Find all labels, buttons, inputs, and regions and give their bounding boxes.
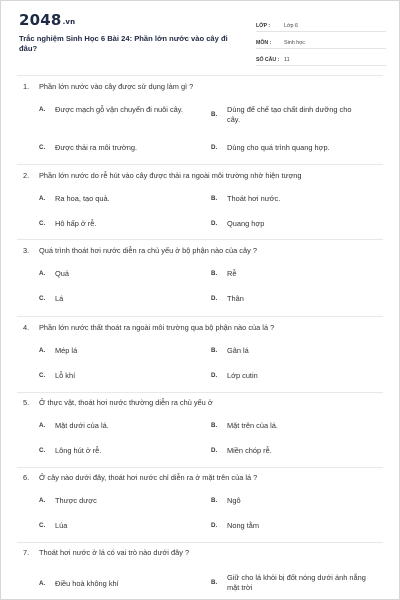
answer-option-c[interactable] bbox=[39, 294, 183, 304]
option-letter: B. bbox=[211, 347, 218, 354]
option-text: Lỗ khí bbox=[55, 371, 76, 380]
option-letter: A. bbox=[39, 195, 46, 202]
option-letter: C. bbox=[39, 144, 46, 151]
question-label: Phần lớn nước vào cây được sử dụng làm gì ? bbox=[39, 82, 194, 91]
option-text: Ra hoa, tạo quả. bbox=[55, 194, 110, 203]
divider bbox=[17, 392, 383, 393]
question-number: 6. bbox=[23, 473, 30, 482]
meta-label: LỚP : bbox=[256, 23, 271, 29]
meta-grade bbox=[256, 15, 386, 32]
option-letter: B. bbox=[211, 422, 218, 429]
answer-option-b[interactable] bbox=[211, 105, 355, 125]
option-letter: C. bbox=[39, 522, 46, 529]
divider bbox=[17, 239, 383, 240]
meta-subject bbox=[256, 32, 386, 49]
answer-option-a[interactable] bbox=[39, 496, 183, 506]
option-letter: A. bbox=[39, 580, 46, 587]
option-text: Được mạch gỗ vận chuyển đi nuôi cây. bbox=[55, 105, 183, 114]
option-text: Được thải ra môi trường. bbox=[55, 143, 138, 152]
answer-option-b[interactable] bbox=[211, 573, 377, 593]
divider bbox=[17, 467, 383, 468]
question-label: Quá trình thoát hơi nước diễn ra chủ yếu ở bộ phận nào của cây ? bbox=[39, 246, 257, 255]
answer-option-c[interactable] bbox=[39, 143, 183, 153]
site-logo[interactable] bbox=[19, 11, 75, 29]
option-letter: A. bbox=[39, 347, 46, 354]
option-letter: B. bbox=[211, 111, 218, 118]
option-text: Ngô bbox=[227, 496, 241, 505]
answer-option-b[interactable] bbox=[211, 346, 355, 356]
answer-option-d[interactable] bbox=[211, 446, 355, 456]
option-letter: B. bbox=[211, 579, 218, 586]
option-letter: D. bbox=[211, 295, 218, 302]
question-label: Ở cây nào dưới đây, thoát hơi nước chỉ diễn ra ở mặt trên của lá ? bbox=[39, 473, 258, 482]
question-number: 7. bbox=[23, 548, 30, 557]
option-text: Miền chóp rễ. bbox=[227, 446, 272, 455]
option-text: Thân bbox=[227, 294, 244, 303]
answer-option-b[interactable] bbox=[211, 194, 355, 204]
answer-option-b[interactable] bbox=[211, 269, 355, 279]
answer-option-a[interactable] bbox=[39, 346, 183, 356]
answer-option-d[interactable] bbox=[211, 219, 355, 229]
option-letter: C. bbox=[39, 372, 46, 379]
question-text bbox=[23, 323, 274, 332]
option-text: Lúa bbox=[55, 521, 68, 530]
divider bbox=[17, 164, 383, 165]
option-letter: A. bbox=[39, 497, 46, 504]
option-text: Rễ bbox=[227, 269, 237, 278]
question-text bbox=[23, 171, 302, 180]
option-text: Mép lá bbox=[55, 346, 78, 355]
answer-option-a[interactable] bbox=[39, 194, 183, 204]
option-text: Quả bbox=[55, 269, 69, 278]
question-text bbox=[23, 82, 193, 91]
option-letter: A. bbox=[39, 106, 46, 113]
option-text: Lớp cutin bbox=[227, 371, 258, 380]
page-title: Trắc nghiệm Sinh Học 6 Bài 24: Phần lớn nước vào cây đi đâu? bbox=[19, 34, 228, 53]
question-number: 1. bbox=[23, 82, 30, 91]
option-text: Mặt dưới của lá. bbox=[55, 421, 109, 430]
answer-option-c[interactable] bbox=[39, 371, 183, 381]
page-header bbox=[1, 1, 400, 71]
option-letter: C. bbox=[39, 447, 46, 454]
option-text: Điều hoà không khí bbox=[55, 579, 119, 588]
answer-option-a[interactable] bbox=[39, 105, 183, 115]
option-letter: A. bbox=[39, 422, 46, 429]
option-letter: D. bbox=[211, 144, 218, 151]
option-text: Dùng cho quá trình quang hợp. bbox=[227, 143, 330, 152]
option-text: Dùng để chế tạo chất dinh dưỡng cho cây. bbox=[227, 105, 352, 124]
divider bbox=[17, 75, 383, 76]
question-label: Phần lớn nước do rễ hút vào cây được thải ra ngoài môi trường nhờ hiện tượng bbox=[39, 171, 302, 180]
option-letter: B. bbox=[211, 497, 218, 504]
divider bbox=[17, 316, 383, 317]
meta-value: 11 bbox=[284, 57, 290, 63]
option-text: Mặt trên của lá. bbox=[227, 421, 278, 430]
meta-value: Sinh học bbox=[284, 40, 305, 46]
option-text: Thược dược bbox=[55, 496, 97, 505]
answer-option-c[interactable] bbox=[39, 219, 183, 229]
answer-option-a[interactable] bbox=[39, 579, 183, 589]
answer-option-b[interactable] bbox=[211, 496, 355, 506]
meta-count bbox=[256, 49, 386, 66]
option-text: Hô hấp ở rễ. bbox=[55, 219, 97, 228]
answer-option-b[interactable] bbox=[211, 421, 355, 431]
option-letter: A. bbox=[39, 270, 46, 277]
meta-label: SỐ CÂU : bbox=[256, 57, 280, 63]
option-letter: D. bbox=[211, 220, 218, 227]
option-letter: D. bbox=[211, 522, 218, 529]
question-text bbox=[23, 246, 257, 255]
answer-option-d[interactable] bbox=[211, 294, 355, 304]
meta-value: Lớp 6 bbox=[284, 23, 299, 29]
option-text: Gân lá bbox=[227, 346, 249, 355]
answer-option-d[interactable] bbox=[211, 371, 355, 381]
answer-option-c[interactable] bbox=[39, 521, 183, 531]
option-text: Giữ cho lá khỏi bị đốt nóng dưới ánh nắng mặt trời bbox=[227, 573, 366, 592]
question-text bbox=[23, 473, 257, 482]
option-text: Quang hợp bbox=[227, 219, 265, 228]
question-label: Ở thực vật, thoát hơi nước thường diễn ra chủ yếu ở bbox=[39, 398, 213, 407]
question-number: 5. bbox=[23, 398, 30, 407]
question-number: 3. bbox=[23, 246, 30, 255]
option-text: Lá bbox=[55, 294, 64, 303]
logo-tld: .vn bbox=[62, 18, 76, 26]
divider bbox=[17, 542, 383, 543]
option-letter: D. bbox=[211, 447, 218, 454]
option-text: Lông hút ở rễ. bbox=[55, 446, 102, 455]
meta-label: MÔN : bbox=[256, 40, 272, 46]
question-label: Thoát hơi nước ở lá có vai trò nào dưới đây ? bbox=[39, 548, 190, 557]
question-label: Phần lớn nước thất thoát ra ngoài môi trường qua bộ phận nào của lá ? bbox=[39, 323, 275, 332]
answer-option-a[interactable] bbox=[39, 421, 183, 431]
option-text: Thoát hơi nước. bbox=[227, 194, 281, 203]
answer-option-c[interactable] bbox=[39, 446, 183, 456]
answer-option-d[interactable] bbox=[211, 143, 355, 153]
option-letter: C. bbox=[39, 295, 46, 302]
answer-option-d[interactable] bbox=[211, 521, 355, 531]
question-number: 2. bbox=[23, 171, 30, 180]
answer-option-a[interactable] bbox=[39, 269, 183, 279]
option-letter: C. bbox=[39, 220, 46, 227]
option-text: Nong tằm bbox=[227, 521, 260, 530]
question-text bbox=[23, 398, 213, 407]
quiz-meta bbox=[256, 15, 386, 66]
option-letter: B. bbox=[211, 195, 218, 202]
question-number: 4. bbox=[23, 323, 30, 332]
option-letter: B. bbox=[211, 270, 218, 277]
logo-text: 2048 bbox=[19, 11, 62, 29]
option-letter: D. bbox=[211, 372, 218, 379]
question-text bbox=[23, 548, 189, 557]
